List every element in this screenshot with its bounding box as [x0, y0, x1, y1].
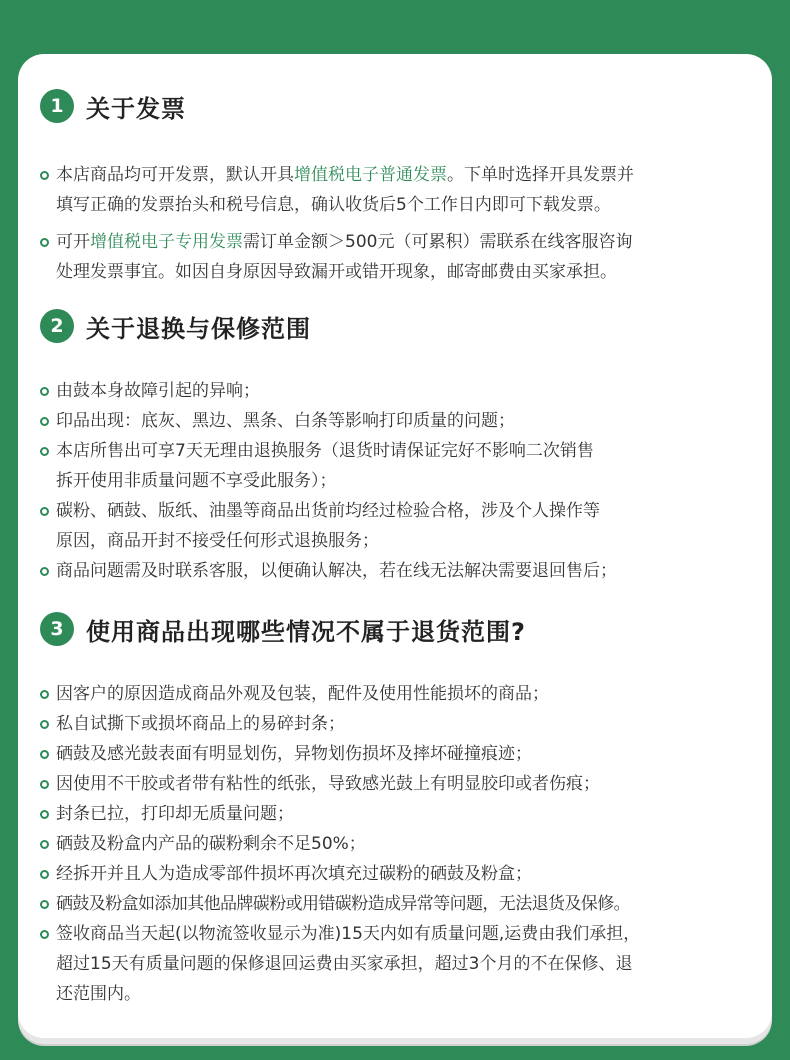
- section-header: [40, 86, 762, 126]
- info-card: [18, 54, 772, 1038]
- highlight-text: 增值税电子普通发票: [294, 165, 447, 185]
- bullet-icon: [40, 171, 49, 180]
- bullet-icon: [40, 840, 49, 849]
- section-header: [40, 609, 762, 649]
- bullet-icon: [40, 810, 49, 819]
- bullet-list: [40, 160, 762, 287]
- bullet-icon: [40, 870, 49, 879]
- section-non-return-cases: [40, 609, 762, 1009]
- bullet-icon: [40, 720, 49, 729]
- bullet-icon: [40, 930, 49, 939]
- list-item: 私自试撕下或损坏商品上的易碎封条；: [40, 709, 762, 739]
- list-item: 硒鼓及感光鼓表面有明显划伤，异物划伤损坏及摔坏碰撞痕迹；: [40, 739, 762, 769]
- bullet-icon: [40, 780, 49, 789]
- bullet-icon: [40, 690, 49, 699]
- list-item: 签收商品当天起(以物流签收显示为准)15天内如有质量问题,运费由我们承担， 超过15天有质量问题的保修退回运费由买家承担，超过3个月的不在保修、退 还范围内。: [40, 919, 762, 1009]
- section-title: 使用商品出现哪些情况不属于退货范围?: [86, 617, 526, 646]
- list-item: 封条已拉，打印却无质量问题；: [40, 799, 762, 829]
- list-item: 本店商品均可开发票，默认开具增值税电子普通发票。下单时选择开具发票并 填写正确的发票抬头和税号信息，确认收货后5个工作日内即可下载发票。: [40, 160, 762, 220]
- section-number-badge: 3: [40, 612, 74, 646]
- bullet-icon: [40, 238, 49, 247]
- highlight-text: 增值税电子专用发票: [90, 232, 243, 252]
- bullet-list: [40, 376, 762, 586]
- bullet-icon: [40, 750, 49, 759]
- list-item: 可开增值税电子专用发票需订单金额＞500元（可累积）需联系在线客服咨询 处理发票事宜。如因自身原因导致漏开或错开现象，邮寄邮费由买家承担。: [40, 227, 762, 287]
- list-item: 由鼓本身故障引起的异响；: [40, 376, 762, 406]
- section-header: [40, 306, 762, 346]
- bullet-icon: [40, 447, 49, 456]
- bullet-list: [40, 679, 762, 1009]
- bullet-icon: [40, 507, 49, 516]
- list-item: 因使用不干胶或者带有粘性的纸张，导致感光鼓上有明显胶印或者伤痕；: [40, 769, 762, 799]
- section-title: 关于发票: [86, 94, 186, 123]
- section-title: 关于退换与保修范围: [86, 314, 311, 343]
- bullet-icon: [40, 417, 49, 426]
- bullet-icon: [40, 567, 49, 576]
- list-item: 本店所售出可享7天无理由退换服务（退货时请保证完好不影响二次销售 拆开使用非质量问题不享受此服务）；: [40, 436, 762, 496]
- section-number-badge: 2: [40, 309, 74, 343]
- bullet-icon: [40, 900, 49, 909]
- section-return-warranty: [40, 306, 762, 586]
- list-item: 因客户的原因造成商品外观及包装，配件及使用性能损坏的商品；: [40, 679, 762, 709]
- list-item: 硒鼓及粉盒如添加其他品牌碳粉或用错碳粉造成异常等问题，无法退货及保修。: [40, 889, 762, 919]
- list-item: 印品出现：底灰、黑边、黑条、白条等影响打印质量的问题；: [40, 406, 762, 436]
- list-item: 商品问题需及时联系客服，以便确认解决，若在线无法解决需要退回售后；: [40, 556, 762, 586]
- section-number-badge: 1: [40, 89, 74, 123]
- list-item: 硒鼓及粉盒内产品的碳粉剩余不足50%；: [40, 829, 762, 859]
- section-invoice: [40, 86, 762, 294]
- list-item: 碳粉、硒鼓、版纸、油墨等商品出货前均经过检验合格，涉及个人操作等 原因，商品开封不接受任何形式退换服务；: [40, 496, 762, 556]
- list-item: 经拆开并且人为造成零部件损坏再次填充过碳粉的硒鼓及粉盒；: [40, 859, 762, 889]
- bullet-icon: [40, 387, 49, 396]
